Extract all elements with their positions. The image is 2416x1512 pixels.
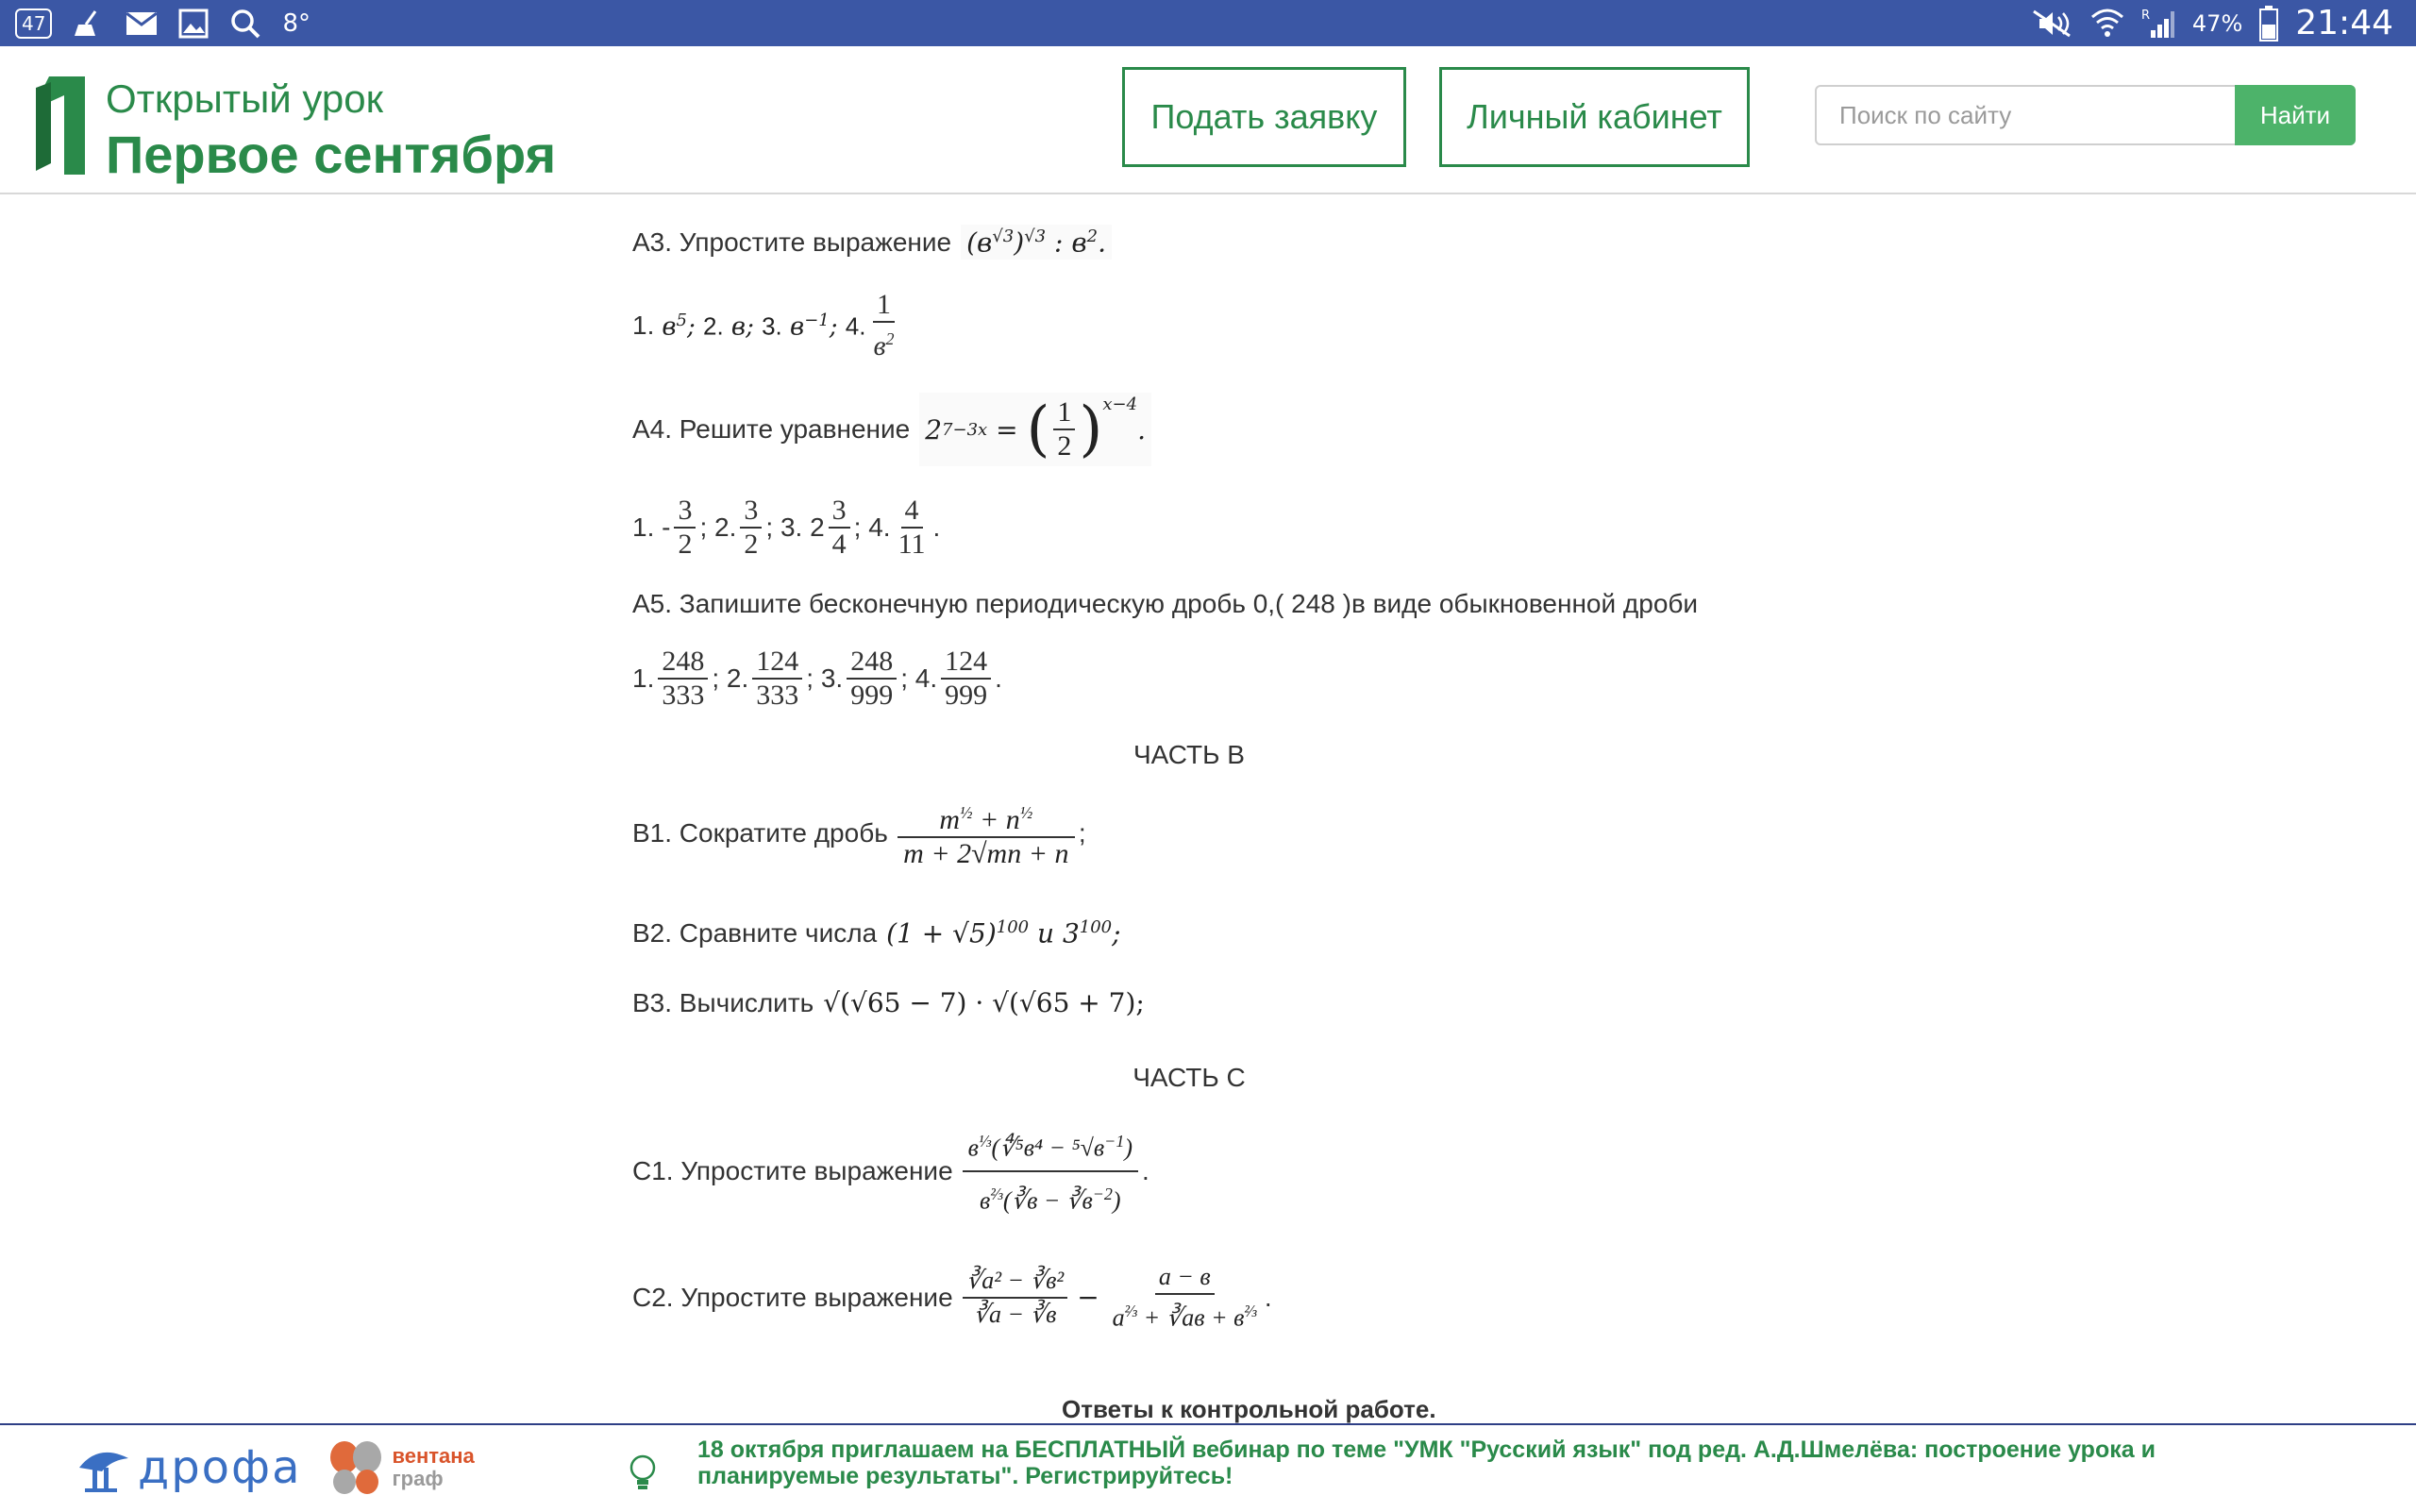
question-a3-label: А3. Упростите выражение xyxy=(632,227,952,257)
notification-count-badge: 47 xyxy=(15,8,52,39)
question-a5-label: А5. Запишите бесконечную периодическую дробь 0,( 248 )в виде обыкновенной дроби xyxy=(632,589,1699,618)
logo-one-icon xyxy=(36,75,89,175)
graf-word: граф xyxy=(392,1467,444,1490)
question-c2-label: С2. Упростите выражение xyxy=(632,1282,953,1312)
answers-title: Ответы к контрольной работе. xyxy=(1062,1395,1436,1423)
a3-formula: $(в^{√3})^{√3}$ : $в^2$. xyxy=(961,225,1112,260)
b2-formula: $(1 + √5)^{100}$ и $3^{100}$; xyxy=(886,917,1121,949)
part-b-heading: ЧАСТЬ В xyxy=(1133,740,1245,769)
site-logo[interactable] xyxy=(36,65,564,184)
a3-answers xyxy=(632,289,901,362)
logo-title-top: Открытый урок xyxy=(106,76,383,121)
question-c1-label: С1. Упростите выражение xyxy=(632,1155,953,1185)
c1-formula: $в^{\frac{1}{3}}(∜^5в^4 - ^5√в^{-1})$ $в^{\frac{2}{3}}(∛в$ − $∛в^{-2}$) xyxy=(963,1119,1138,1222)
a4-formula: 2 7−3x = ( 1 2 ) x−4 . xyxy=(919,393,1151,466)
a3-answer-options: $в^5$; 2. в; 3. $в^{-1}$; 4. xyxy=(662,310,866,342)
apply-button[interactable]: Подать заявку xyxy=(1122,67,1406,167)
clock: 21:44 xyxy=(2295,4,2393,42)
b3-formula: √(√65 − 7) · √(√65 + 7); xyxy=(823,987,1145,1018)
site-header xyxy=(0,46,2416,194)
question-c2: С2. Упростите выражение ∛a² − ∛в² ∛a − ∛в − a − в $a^{\frac{2}{3}}$ + ∛aв + $в^{\frac{2}{3}}$ . xyxy=(632,1261,1272,1335)
drofa-logo xyxy=(76,1439,301,1496)
question-b3-label: В3. Вычислить xyxy=(632,987,814,1017)
question-b2 xyxy=(632,917,1121,949)
footer-banner[interactable] xyxy=(0,1423,2416,1512)
status-bar xyxy=(0,0,2416,46)
a3-answers-prefix: 1. xyxy=(632,311,655,340)
battery-icon xyxy=(2259,5,2278,42)
question-a4 xyxy=(632,393,1151,466)
c2-formula-right: a − в $a^{\frac{2}{3}}$ + ∛aв + $в^{\frac{2}{3}}$ xyxy=(1112,1263,1257,1332)
search-input[interactable] xyxy=(1817,87,2236,143)
personal-cabinet-button[interactable]: Личный кабинет xyxy=(1439,67,1750,167)
question-b1-label: В1. Сократите дробь xyxy=(632,818,888,848)
publisher-logos xyxy=(76,1435,475,1501)
question-a4-label: А4. Решите уравнение xyxy=(632,414,911,444)
signal-icon xyxy=(2141,5,2175,42)
c2-formula-left: ∛a² − ∛в² ∛a − ∛в xyxy=(963,1265,1068,1331)
question-b1: В1. Сократите дробь $m^{\frac{1}{2}} + n^{\frac{1}{2}}$ m + 2√mn + n ; xyxy=(632,797,1086,870)
logo-title-bottom: Первое сентября xyxy=(106,125,557,184)
part-c-heading: ЧАСТЬ С xyxy=(1132,1063,1246,1092)
search-status-icon xyxy=(229,5,261,42)
broom-icon xyxy=(73,5,105,42)
site-search xyxy=(1815,85,2356,145)
a3-answer-4-fraction: 1 $в^2$ xyxy=(873,289,895,361)
search-button[interactable]: Найти xyxy=(2235,85,2356,145)
ventana-word: вентана xyxy=(392,1444,475,1468)
b1-formula: $m^{\frac{1}{2}} + n^{\frac{1}{2}}$ m + 2√mn + n xyxy=(898,797,1075,870)
svg-text:R: R xyxy=(2140,8,2150,23)
question-a3 xyxy=(632,225,1112,260)
status-left xyxy=(15,0,310,46)
drofa-bird-icon xyxy=(76,1439,132,1496)
mute-icon xyxy=(2032,5,2073,42)
question-b3 xyxy=(632,987,1145,1018)
status-right xyxy=(2032,0,2393,46)
question-b2-label: В2. Сравните числа xyxy=(632,917,878,948)
test-content xyxy=(632,194,1765,1421)
a4-answers: 1. - 3 2 ; 2. 3 2 ; 3. 2 3 4 ; 4. 4 11 . xyxy=(632,495,941,560)
temperature-text: 8° xyxy=(282,8,310,38)
webinar-banner-text[interactable]: 18 октября приглашаем на БЕСПЛАТНЫЙ вебинар по теме "УМК "Русский язык" под ред. А.Д.Шмелёва: построение урока и планируемые результаты". Регистрируйтесь! xyxy=(697,1436,2156,1489)
question-a5 xyxy=(632,589,1698,619)
battery-percent: 47% xyxy=(2191,9,2243,37)
ventana-logo xyxy=(327,1438,474,1497)
lightbulb-icon xyxy=(627,1453,659,1491)
ventana-butterfly-icon xyxy=(327,1438,384,1497)
wifi-icon xyxy=(2090,5,2124,42)
mail-icon xyxy=(126,5,158,42)
drofa-logo-text: дрофа xyxy=(138,1441,302,1494)
question-c1: С1. Упростите выражение $в^{\frac{1}{3}}(∜^5в^4 - ^5√в^{-1})$ $в^{\frac{2}{3}}(∛в$ − $∛в^{-2}$) . xyxy=(632,1119,1149,1222)
image-icon xyxy=(178,5,209,42)
a5-answers: 1. 248 333 ; 2. 124 333 ; 3. 248 999 ; 4. 124 999 . xyxy=(632,646,1002,711)
ventana-logo-text xyxy=(392,1445,474,1490)
